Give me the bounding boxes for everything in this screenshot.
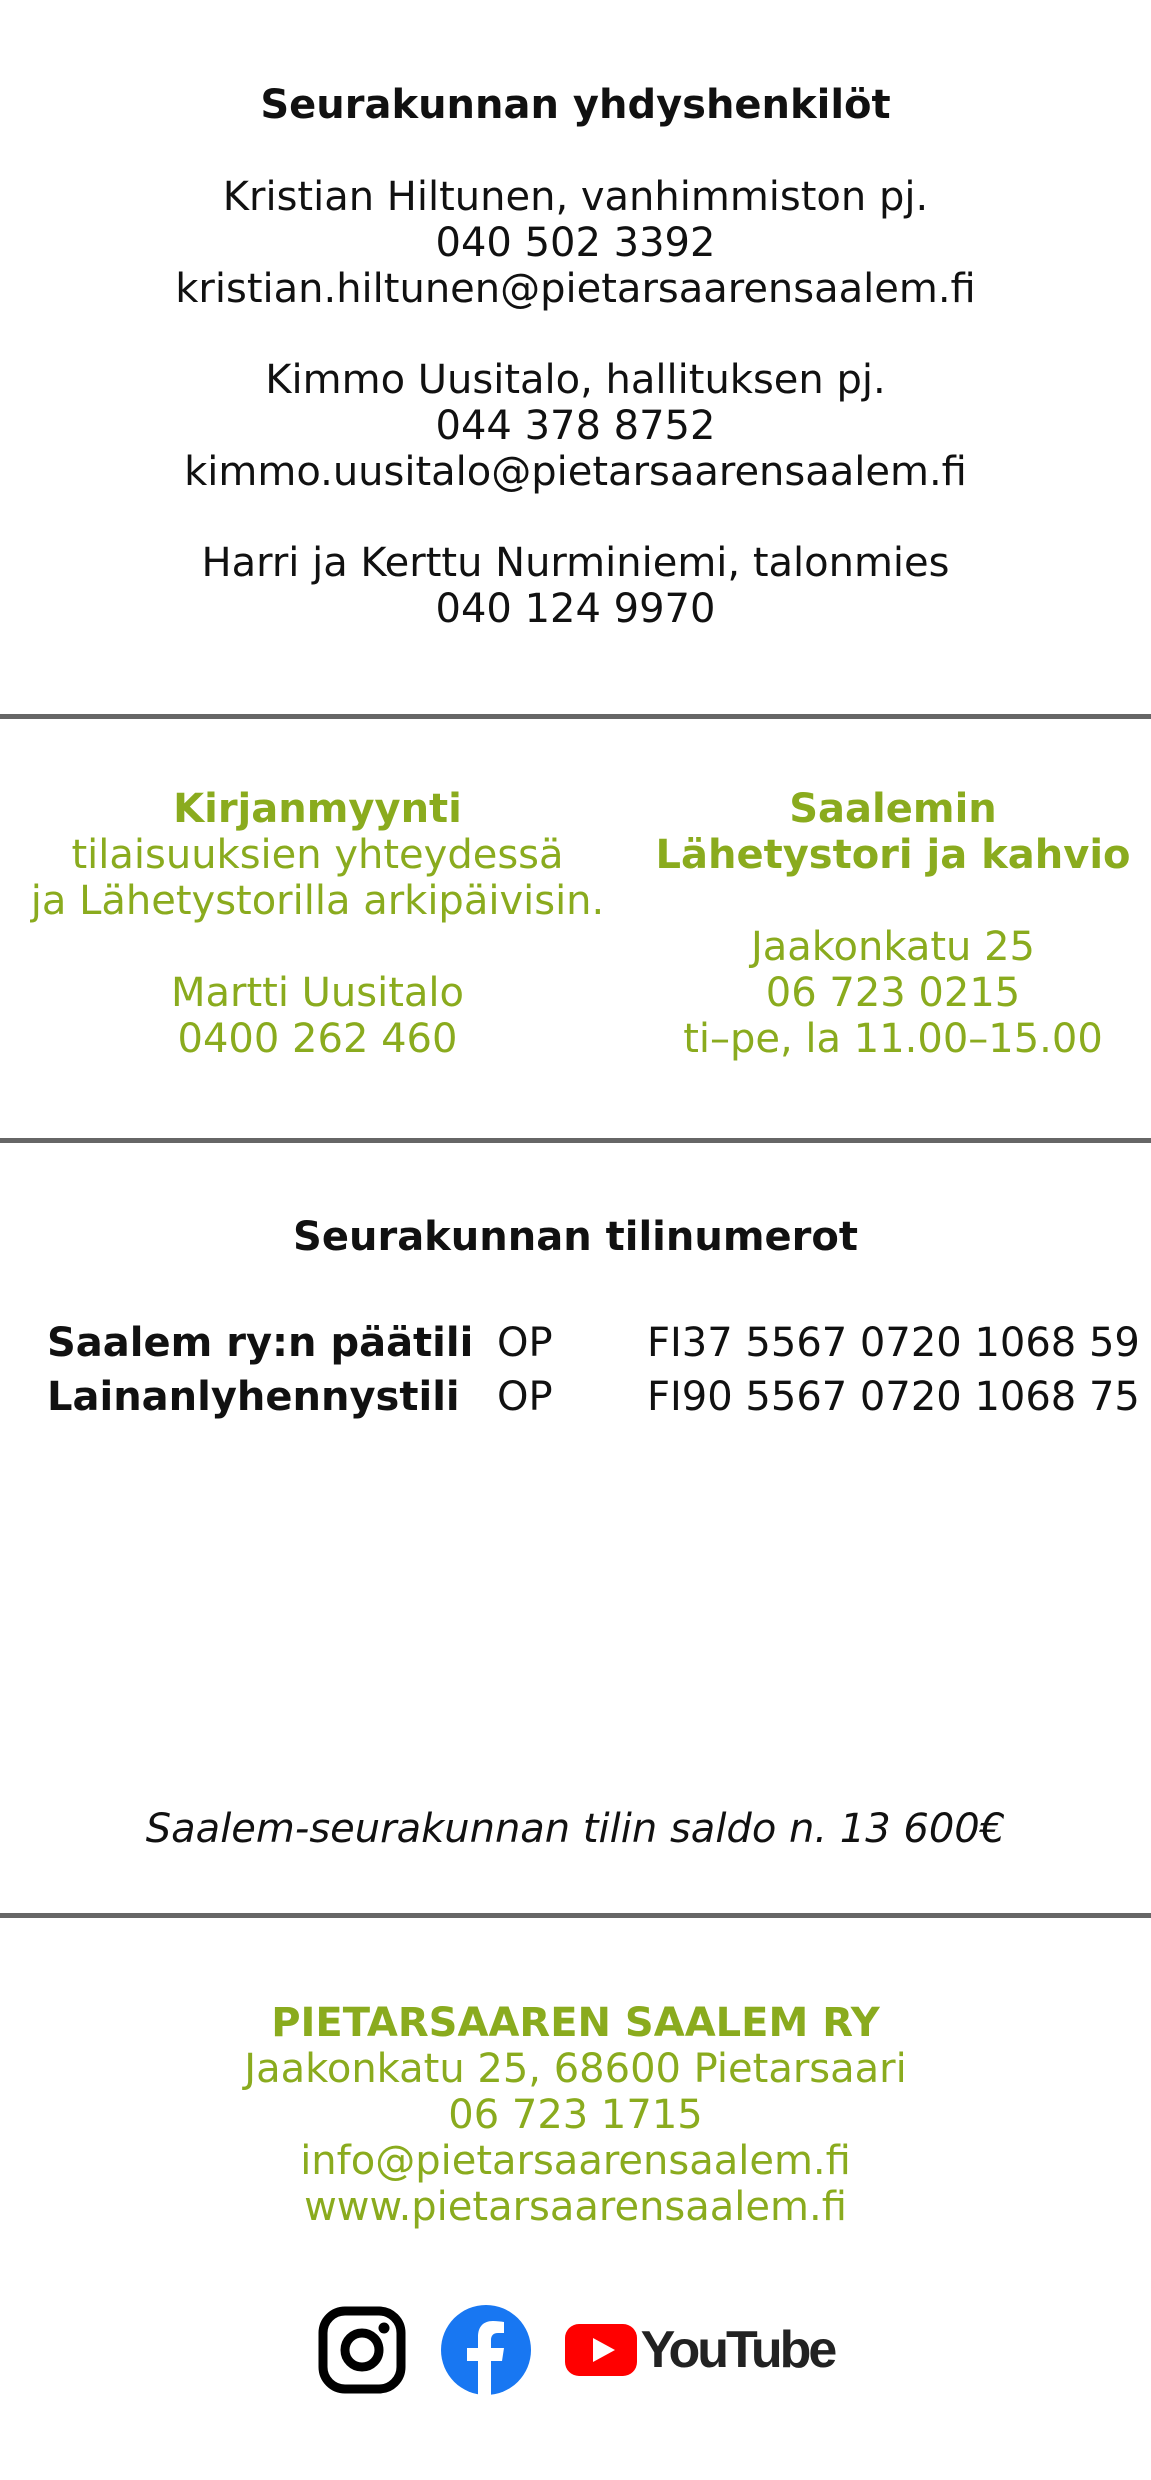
contact-email-link[interactable]: kimmo.uusitalo@pietarsaarensaalem.fi	[184, 449, 967, 495]
shop-title: Lähetystori ja kahvio	[655, 832, 1131, 878]
section-divider	[0, 1138, 1151, 1143]
account-row	[47, 1370, 1140, 1424]
section-divider	[0, 714, 1151, 719]
balance-note: Saalem-seurakunnan tilin saldo n. 13 600€	[145, 1806, 1006, 1852]
section-divider	[0, 1913, 1151, 1918]
contact-phone[interactable]: 040 124 9970	[435, 586, 716, 632]
account-name: Saalem ry:n päätili	[47, 1320, 474, 1366]
organization-email-link[interactable]: info@pietarsaarensaalem.fi	[300, 2138, 851, 2184]
contact-phone[interactable]: 040 502 3392	[435, 220, 716, 266]
account-bank: OP	[497, 1320, 553, 1366]
contacts-title: Seurakunnan yhdyshenkilöt	[260, 82, 891, 128]
bookstore-contact-phone[interactable]: 0400 262 460	[177, 1016, 458, 1062]
shop-hours: ti–pe, la 11.00–15.00	[683, 1016, 1103, 1062]
organization-phone[interactable]: 06 723 1715	[448, 2092, 703, 2138]
social-links	[0, 2305, 1151, 2395]
accounts-title: Seurakunnan tilinumerot	[293, 1214, 858, 1260]
contact-person	[0, 540, 1151, 632]
shop-phone[interactable]: 06 723 0215	[765, 970, 1021, 1016]
contact-name-role: Kristian Hiltunen, vanhimmiston pj.	[222, 174, 929, 220]
youtube-link[interactable]	[565, 2320, 835, 2380]
bookstore-line: ja Lähetystorilla arkipäivisin.	[30, 878, 605, 924]
contact-email-link[interactable]: kristian.hiltunen@pietarsaarensaalem.fi	[175, 266, 976, 312]
shop-title: Saalemin	[789, 786, 997, 832]
shop-info	[635, 786, 1151, 1062]
organization-name: PIETARSAAREN SAALEM RY	[271, 2000, 880, 2046]
bookstore-title: Kirjanmyynti	[173, 786, 462, 832]
account-iban: FI90 5567 0720 1068 75	[647, 1374, 1140, 1420]
organization-address: Jaakonkatu 25, 68600 Pietarsaari	[244, 2046, 907, 2092]
contact-person	[0, 174, 1151, 312]
contact-phone[interactable]: 044 378 8752	[435, 403, 716, 449]
youtube-icon	[565, 2324, 637, 2376]
bookstore-info	[0, 786, 635, 1062]
shop-address: Jaakonkatu 25	[750, 924, 1035, 970]
organization-info	[0, 2000, 1151, 2230]
account-iban: FI37 5567 0720 1068 59	[647, 1320, 1140, 1366]
organization-website-link[interactable]: www.pietarsaarensaalem.fi	[304, 2184, 847, 2230]
account-row	[47, 1316, 1140, 1370]
account-bank: OP	[497, 1374, 553, 1420]
facebook-icon[interactable]	[441, 2305, 531, 2395]
accounts-table	[47, 1316, 1140, 1424]
account-name: Lainanlyhennystili	[47, 1374, 460, 1420]
youtube-wordmark: YouTube	[640, 2321, 835, 2379]
bookstore-contact-name: Martti Uusitalo	[170, 970, 465, 1016]
instagram-icon[interactable]	[317, 2305, 407, 2395]
contact-name-role: Kimmo Uusitalo, hallituksen pj.	[265, 357, 886, 403]
contact-name-role: Harri ja Kerttu Nurminiemi, talonmies	[201, 540, 950, 586]
bookstore-line: tilaisuuksien yhteydessä	[71, 832, 564, 878]
contact-person	[0, 357, 1151, 495]
